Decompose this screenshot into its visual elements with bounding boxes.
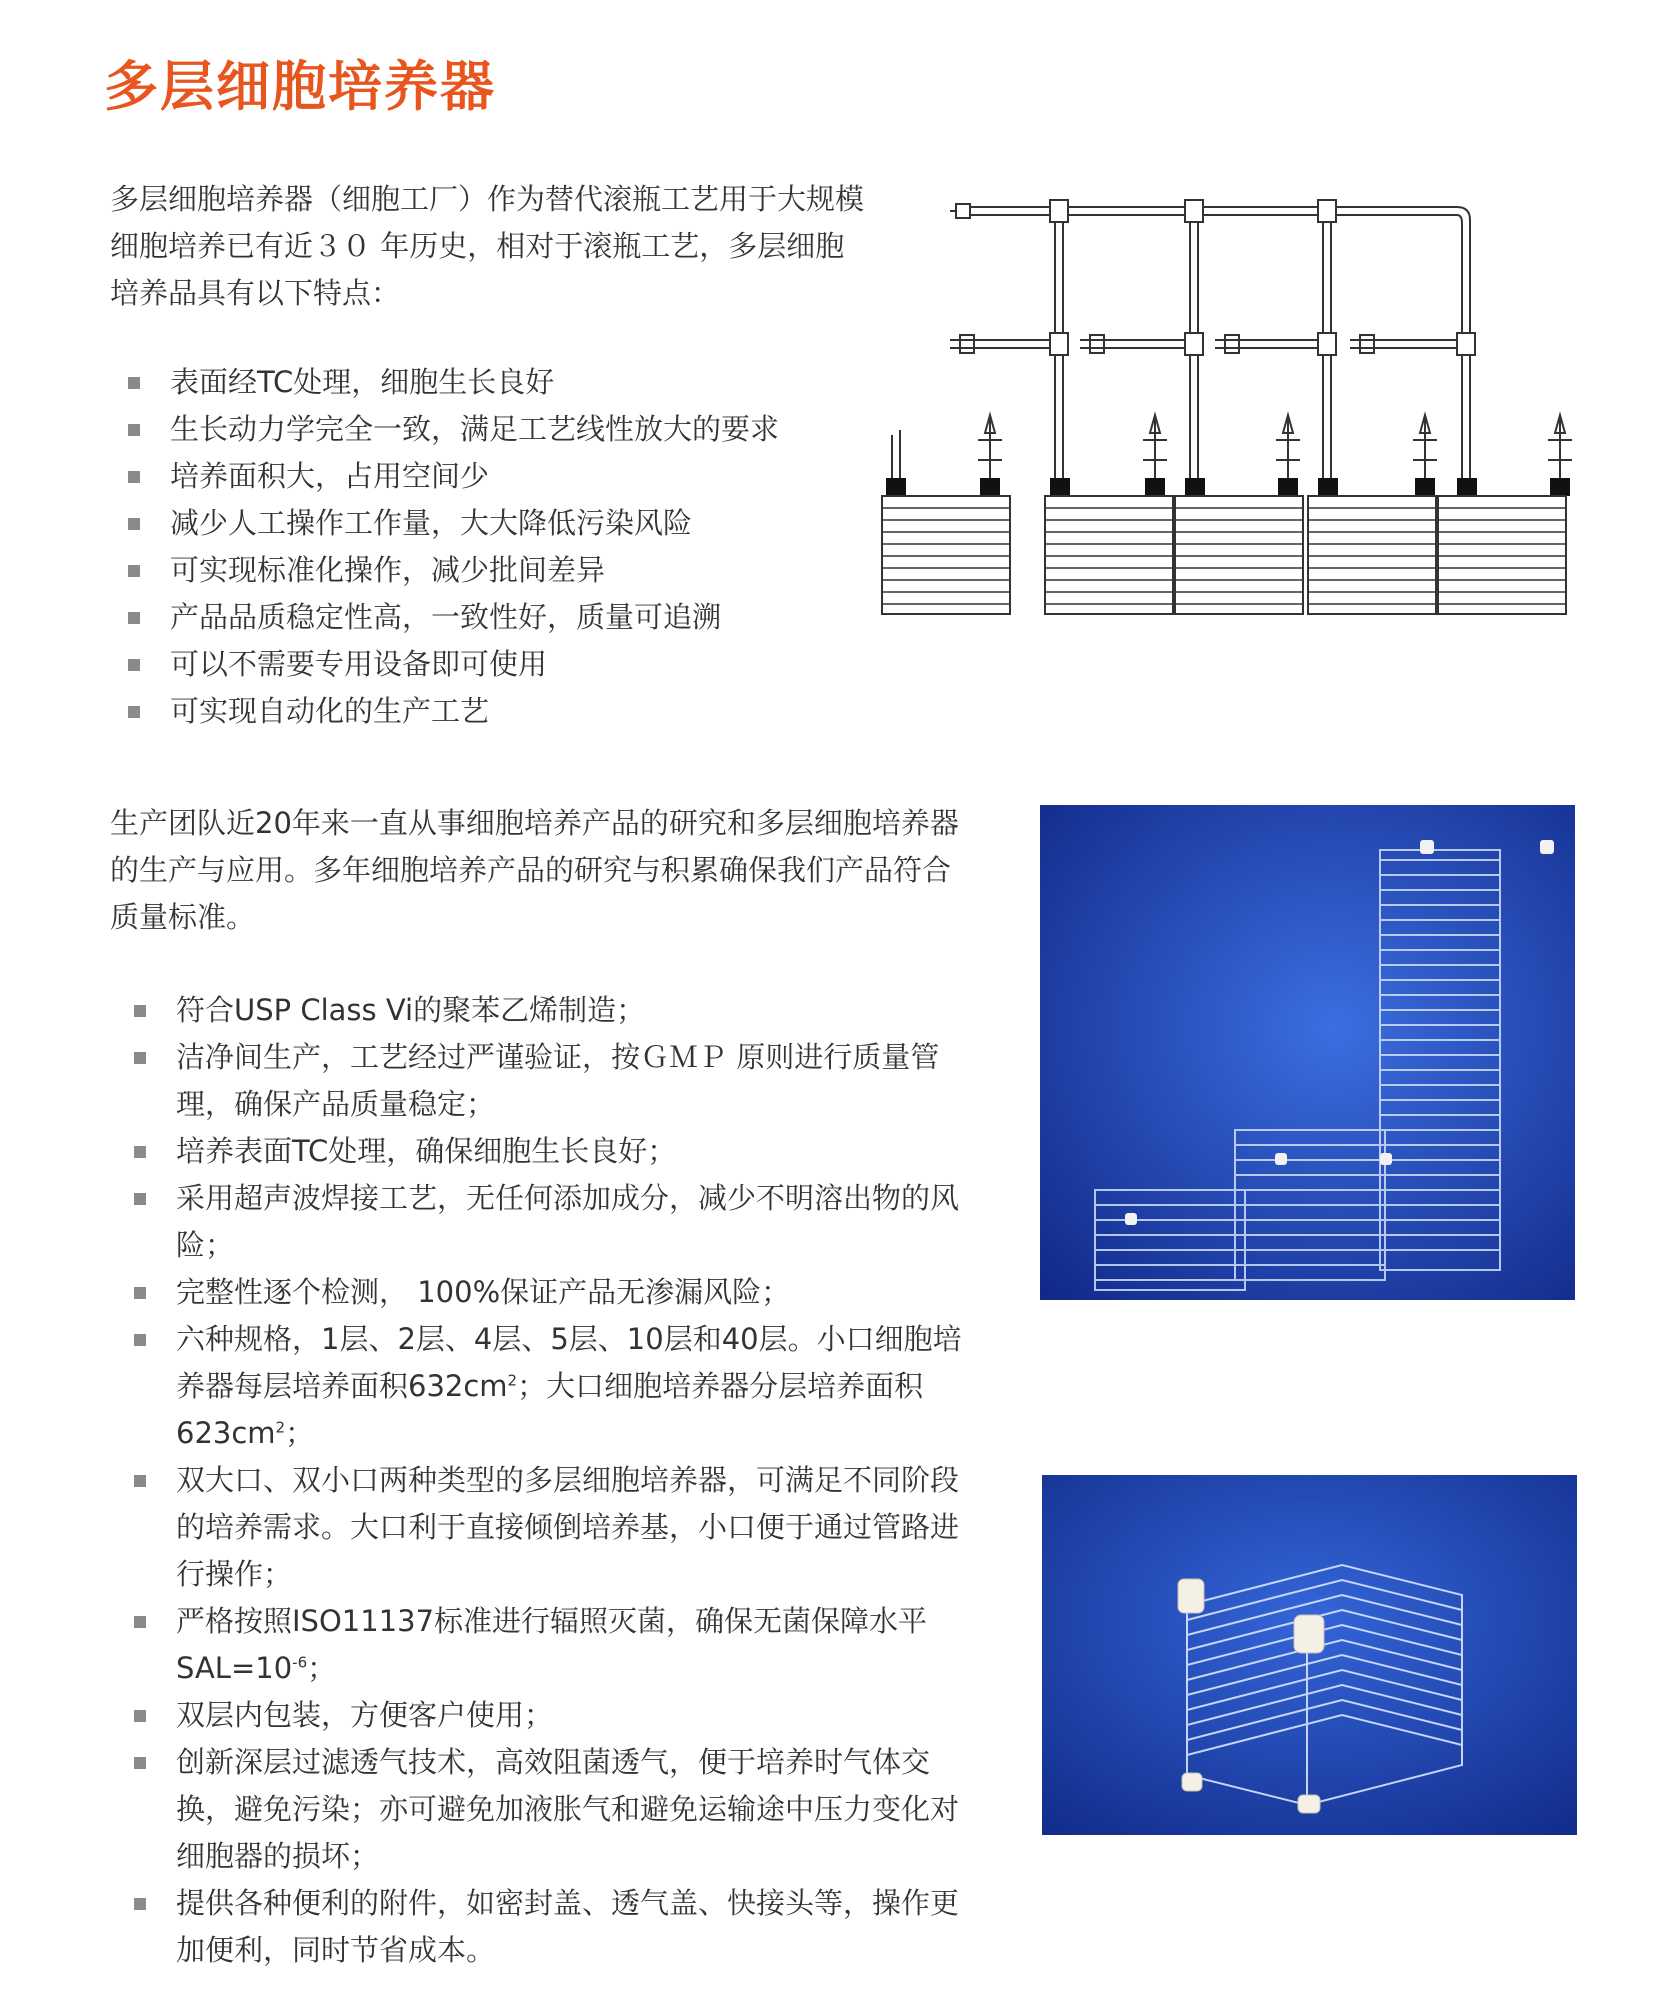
quality-item: 双大口、双小口两种类型的多层细胞培养器，可满足不同阶段的培养需求。大口利于直接倾倒培养基，小口便于通过管路进行操作； xyxy=(116,1457,976,1598)
square-bullet-icon xyxy=(134,1193,146,1205)
square-bullet-icon xyxy=(134,1710,146,1722)
square-bullet-icon xyxy=(128,659,140,671)
manifold-diagram xyxy=(880,190,1600,645)
square-bullet-icon xyxy=(128,706,140,718)
page-title: 多层细胞培养器 xyxy=(104,55,496,118)
square-bullet-icon xyxy=(134,1052,146,1064)
quality-item: 六种规格，1层、2层、4层、5层、10层和40层。小口细胞培养器每层培养面积$632cm^2$；大口细胞培养器分层培养面积$623cm^2$； xyxy=(116,1316,976,1457)
quality-item: 符合USP Class Vi的聚苯乙烯制造； xyxy=(116,987,976,1034)
feature-item: 表面经TC处理，细胞生长良好 xyxy=(110,359,870,406)
square-bullet-icon xyxy=(134,1005,146,1017)
quality-item: 完整性逐个检测， 100%保证产品无渗漏风险； xyxy=(116,1269,976,1316)
square-bullet-icon xyxy=(134,1475,146,1487)
square-bullet-icon xyxy=(134,1334,146,1346)
cell-factory-photo-single xyxy=(1042,1475,1577,1835)
quality-item: 双层内包装，方便客户使用； xyxy=(116,1692,976,1739)
feature-list xyxy=(110,359,870,735)
quality-list xyxy=(116,987,976,1974)
feature-item: 生长动力学完全一致，满足工艺线性放大的要求 xyxy=(110,406,870,453)
intro-paragraph: 多层细胞培养器（细胞工厂）作为替代滚瓶工艺用于大规模细胞培养已有近３０ 年历史，相对于滚瓶工艺，多层细胞培养品具有以下特点： xyxy=(110,182,865,310)
quality-item: 提供各种便利的附件，如密封盖、透气盖、快接头等，操作更加便利，同时节省成本。 xyxy=(116,1880,976,1974)
square-bullet-icon xyxy=(134,1616,146,1628)
square-bullet-icon xyxy=(128,565,140,577)
quality-item: 严格按照ISO11137标准进行辐照灭菌，确保无菌保障水平$SAL=10^{-6}$； xyxy=(116,1598,976,1692)
square-bullet-icon xyxy=(134,1146,146,1158)
feature-item: 减少人工操作工作量，大大降低污染风险 xyxy=(110,500,870,547)
quality-item: 创新深层过滤透气技术，高效阻菌透气，便于培养时气体交换，避免污染；亦可避免加液胀气和避免运输途中压力变化对细胞器的损坏； xyxy=(116,1739,976,1880)
square-bullet-icon xyxy=(134,1287,146,1299)
feature-item: 可实现自动化的生产工艺 xyxy=(110,688,870,735)
cell-factory-photo-stacks xyxy=(1040,805,1575,1300)
quality-item: 培养表面TC处理，确保细胞生长良好； xyxy=(116,1128,976,1175)
square-bullet-icon xyxy=(128,377,140,389)
team-paragraph: 生产团队近20年来一直从事细胞培养产品的研究和多层细胞培养器的生产与应用。多年细胞培养产品的研究与积累确保我们产品符合质量标准。 xyxy=(110,806,959,934)
square-bullet-icon xyxy=(134,1757,146,1769)
square-bullet-icon xyxy=(128,424,140,436)
square-bullet-icon xyxy=(134,1898,146,1910)
feature-item: 培养面积大，占用空间少 xyxy=(110,453,870,500)
feature-item: 产品品质稳定性高，一致性好，质量可追溯 xyxy=(110,594,870,641)
square-bullet-icon xyxy=(128,518,140,530)
feature-item: 可实现标准化操作，减少批间差异 xyxy=(110,547,870,594)
square-bullet-icon xyxy=(128,612,140,624)
square-bullet-icon xyxy=(128,471,140,483)
quality-item: 洁净间生产，工艺经过严谨验证，按ＧＭＰ 原则进行质量管理，确保产品质量稳定； xyxy=(116,1034,976,1128)
quality-item: 采用超声波焊接工艺，无任何添加成分，减少不明溶出物的风险； xyxy=(116,1175,976,1269)
feature-item: 可以不需要专用设备即可使用 xyxy=(110,641,870,688)
